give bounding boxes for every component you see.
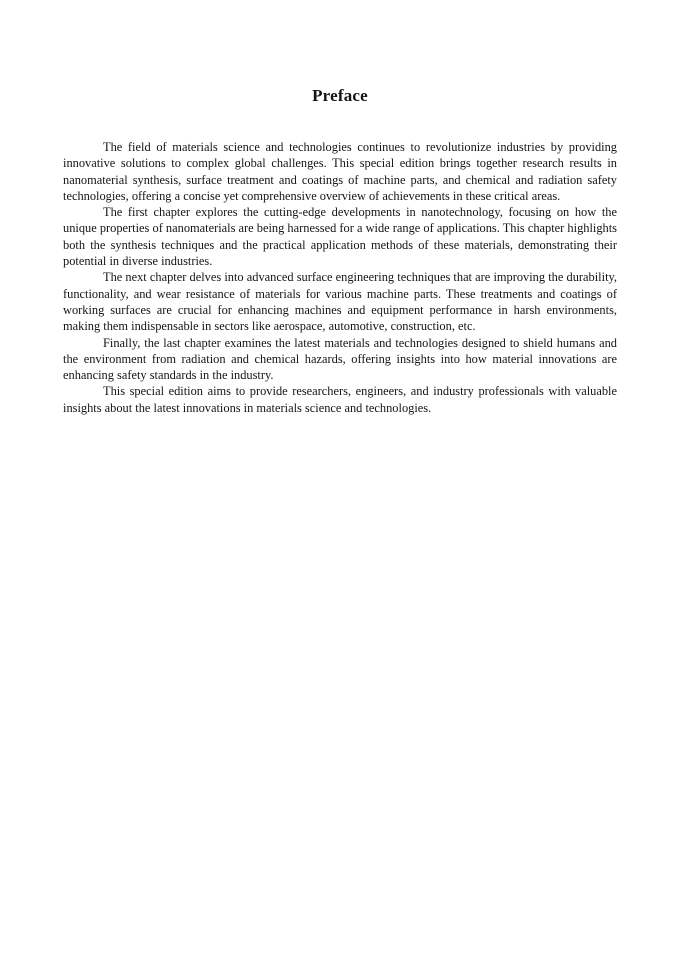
preface-body [63, 139, 617, 416]
page-title: Preface [312, 86, 368, 105]
paragraph: The next chapter delves into advanced surface engineering techniques that are improving the durability, functionality, and wear resistance of materials for various machine parts. These treatments and coatings of working surfaces are crucial for enhancing machines and equipment performance in harsh environments, making them indispensable in sectors like aerospace, automotive, construction, etc. [63, 270, 617, 334]
paragraph: This special edition aims to provide researchers, engineers, and industry professionals with valuable insights about the latest innovations in materials science and technologies. [63, 384, 617, 415]
paragraph: The first chapter explores the cutting-edge developments in nanotechnology, focusing on how the unique properties of nanomaterials are being harnessed for a wide range of applications. This chapter highlights both the synthesis techniques and the practical application methods of these materials, demonstrating their potential in diverse industries. [63, 205, 617, 269]
paragraph: Finally, the last chapter examines the latest materials and technologies designed to shield humans and the environment from radiation and chemical hazards, offering insights into how material innovations are enhancing safety standards in the industry. [63, 335, 617, 383]
paragraph: The field of materials science and technologies continues to revolutionize industries by providing innovative solutions to complex global challenges. This special edition brings together research results in nanomaterial synthesis, surface treatment and coatings of machine parts, and chemical and radiation safety technologies, offering a concise yet comprehensive overview of achievements in these critical areas. [63, 140, 617, 203]
